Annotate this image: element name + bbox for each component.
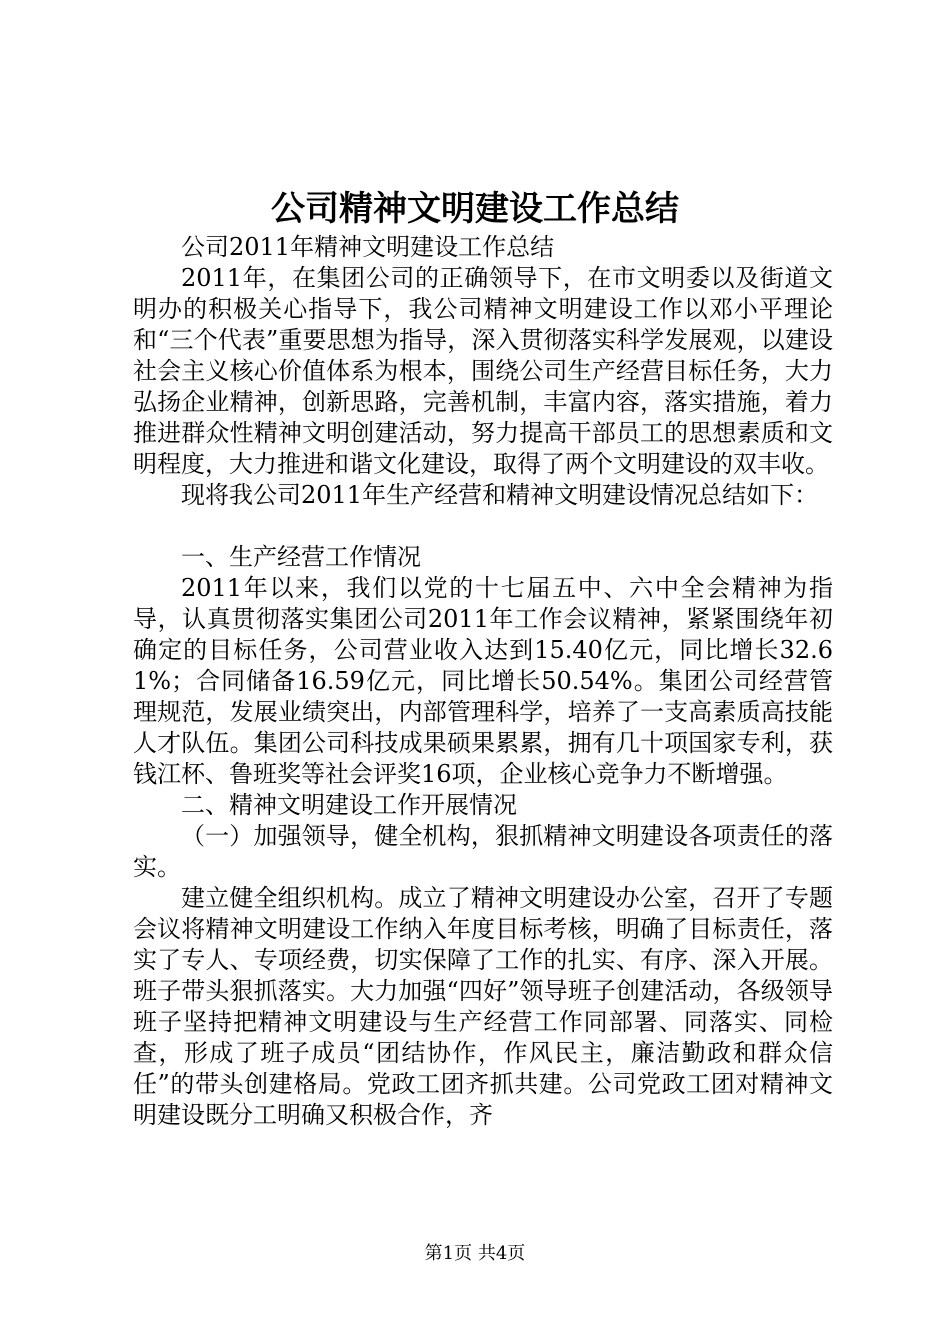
section-heading-2: 二、精神文明建设工作开展情况: [181, 791, 517, 819]
summary-lead-paragraph: 现将我公司2011年生产经营和精神文明建设情况总结如下：: [181, 481, 819, 509]
document-body: [133, 232, 833, 1131]
organization-paragraph: 建立健全组织机构。成立了精神文明建设办公室，召开了专题会议将精神文明建设工作纳入年度目标考核，明确了目标责任，落实了专人、专项经费，切实保障了工作的扎实、有序、深入开展。班子带头狠抓落实。大力加强“四好”领导班子创建活动，各级领导班子坚持把精神文明建设与生产经营工作同部署、同落实、同检查，形成了班子成员“团结协作，作风民主，廉洁勤政和群众信任”的带头创建格局。党政工团齐抓共建。公司党政工团对精神文明建设既分工明确又积极合作，齐: [133, 884, 833, 1129]
intro-paragraph: 2011年，在集团公司的正确领导下，在市文明委以及街道文明办的积极关心指导下，我公司精神文明建设工作以邓小平理论和“三个代表”重要思想为指导，深入贯彻落实科学发展观，以建设社会主义核心价值体系为根本，围绕公司生产经营目标任务，大力弘扬企业精神，创新思路，完善机制，丰富内容，落实措施，着力推进群众性精神文明创建活动，努力提高干部员工的思想素质和文明程度，大力推进和谐文化建设，取得了两个文明建设的双丰收。: [133, 264, 833, 478]
production-paragraph: 2011年以来，我们以党的十七届五中、六中全会精神为指导，认真贯彻落实集团公司2011年工作会议精神，紧紧围绕年初确定的目标任务，公司营业收入达到15.40亿元，同比增长32.61%；合同储备16.59亿元，同比增长50.54%。集团公司经营管理规范，发展业绩突出，内部管理科学，培养了一支高素质高技能人才队伍。集团公司科技成果硕果累累，拥有几十项国家专利，获钱江杯、鲁班奖等社会评奖16项，企业核心竞争力不断增强。: [133, 574, 833, 788]
document-title: 公司精神文明建设工作总结: [271, 189, 679, 229]
section-heading-1: 一、生产经营工作情况: [181, 543, 421, 571]
page-footer: 第1页 共4页: [424, 1243, 526, 1264]
subtitle-paragraph: 公司2011年精神文明建设工作总结: [181, 233, 555, 261]
blank-line: [133, 511, 833, 542]
subsection-heading-1: （一）加强领导，健全机构，狠抓精神文明建设各项责任的落实。: [133, 822, 833, 881]
